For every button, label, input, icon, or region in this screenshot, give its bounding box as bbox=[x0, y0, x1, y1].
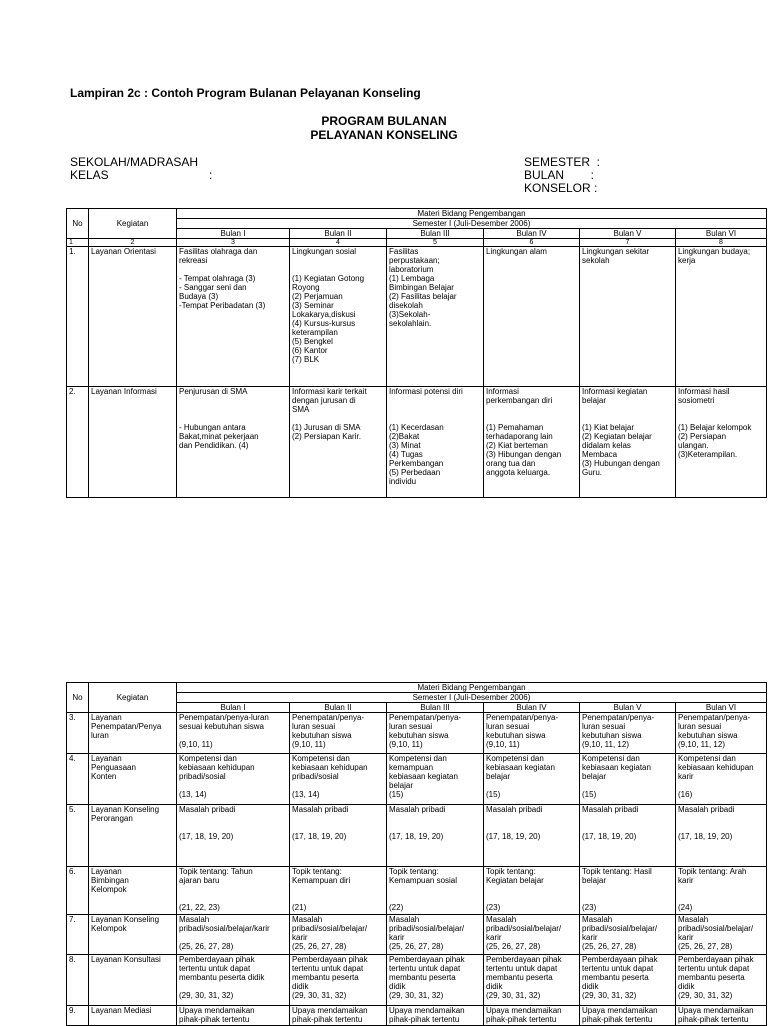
table-cell: Upaya mendamaikan pihak-pihak tertentu bbox=[676, 1006, 767, 1026]
row-kegiatan: Layanan Konsultasi bbox=[89, 955, 177, 1006]
field-semester-label: SEMESTER : bbox=[524, 155, 601, 169]
program-table-1 bbox=[66, 208, 767, 498]
table-cell: Informasi hasil sosiometri (1) Belajar kelompok (2) Persiapan ulangan. (3)Keterampilan. bbox=[676, 387, 767, 498]
field-bulan-label: BULAN : bbox=[524, 168, 595, 182]
row-number: 4. bbox=[67, 754, 89, 805]
column-header-month: Bulan II bbox=[290, 229, 387, 239]
table-row bbox=[67, 955, 767, 1006]
document-caption: Lampiran 2c : Contoh Program Bulanan Pelayanan Konseling bbox=[70, 86, 421, 100]
row-number: 8. bbox=[67, 955, 89, 1006]
table-row bbox=[67, 754, 767, 805]
table-row bbox=[67, 247, 767, 387]
table-cell: Kompetensi dan kebiasaan kehidupan pribadi/sosial (13, 14) bbox=[290, 754, 387, 805]
table-cell: Masalah pribadi/sosial/belajar/karir (25, 26, 27, 28) bbox=[177, 915, 290, 955]
program-subtitle: PELAYANAN KONSELING bbox=[310, 128, 458, 142]
column-number: 1 bbox=[67, 239, 89, 247]
table-cell: Pemberdayaan pihak tertentu untuk dapat membantu peserta didik (29, 30, 31, 32) bbox=[387, 955, 484, 1006]
table-cell: Masalah pribadi/sosial/belajar/ karir (25, 26, 27, 28) bbox=[387, 915, 484, 955]
table-cell: Pemberdayaan pihak tertentu untuk dapat membantu peserta didik (29, 30, 31, 32) bbox=[676, 955, 767, 1006]
row-number: 5. bbox=[67, 805, 89, 867]
table-cell: Topik tentang: Arah karir (24) bbox=[676, 867, 767, 915]
table-cell: Topik tentang: Kemampuan sosial (22) bbox=[387, 867, 484, 915]
column-number: 3 bbox=[177, 239, 290, 247]
column-header-semester: Semester I (Juli-Desember 2006) bbox=[177, 693, 767, 703]
column-header-materi: Materi Bidang Pengembangan bbox=[177, 683, 767, 693]
table-cell: Fasilitas perpustakaan; laboratorium (1) Lembaga Bimbingan Belajar (2) Fasilitas belajar disekolah (3)Sekolah- sekolahlain. bbox=[387, 247, 484, 387]
table-cell: Penempatan/penya- luran sesuai kebutuhan siswa (9,10, 11) bbox=[387, 713, 484, 754]
column-header-month: Bulan VI bbox=[676, 703, 767, 713]
table-cell: Upaya mendamaikan pihak-pihak tertentu bbox=[290, 1006, 387, 1026]
table-cell: Lingkungan alam bbox=[484, 247, 580, 387]
program-table-2 bbox=[66, 682, 767, 1026]
column-number: 4 bbox=[290, 239, 387, 247]
column-number: 7 bbox=[580, 239, 676, 247]
table-cell: Informasi kegiatan belajar (1) Kiat belajar (2) Kegiatan belajar didalam kelas Membaca (3) Hubungan dengan Guru. bbox=[580, 387, 676, 498]
row-kegiatan: Layanan Orientasi bbox=[89, 247, 177, 387]
column-header-month: Bulan V bbox=[580, 703, 676, 713]
column-header-materi: Materi Bidang Pengembangan bbox=[177, 209, 767, 219]
table-cell: Upaya mendamaikan pihak-pihak tertentu bbox=[484, 1006, 580, 1026]
table-cell: Topik tentang: Kemampuan diri (21) bbox=[290, 867, 387, 915]
table-cell: Pemberdayaan pihak tertentu untuk dapat membantu peserta didik (29, 30, 31, 32) bbox=[177, 955, 290, 1006]
row-number: 7. bbox=[67, 915, 89, 955]
table-cell: Upaya mendamaikan pihak-pihak tertentu bbox=[177, 1006, 290, 1026]
column-header-no: No bbox=[67, 683, 89, 713]
row-kegiatan: Layanan Konseling Kelompok bbox=[89, 915, 177, 955]
table-cell: Masalah pribadi (17, 18, 19, 20) bbox=[676, 805, 767, 867]
column-header-kegiatan: Kegiatan bbox=[89, 209, 177, 239]
table-cell: Kompetensi dan kemampuan kebiasaan kegiatan belajar (15) bbox=[387, 754, 484, 805]
table-cell: Masalah pribadi (17, 18, 19, 20) bbox=[290, 805, 387, 867]
field-konselor-label: KONSELOR : bbox=[524, 181, 598, 195]
column-header-month: Bulan III bbox=[387, 229, 484, 239]
table-cell: Masalah pribadi (17, 18, 19, 20) bbox=[387, 805, 484, 867]
row-kegiatan: Layanan Penempatan/Penya luran bbox=[89, 713, 177, 754]
table-cell: Penempatan/penya- luran sesuai kebutuhan siswa (9,10, 11, 12) bbox=[580, 713, 676, 754]
table-cell: Topik tentang: Tahun ajaran baru (21, 22, 23) bbox=[177, 867, 290, 915]
column-header-month: Bulan IV bbox=[484, 229, 580, 239]
column-header-month: Bulan I bbox=[177, 229, 290, 239]
table-cell: Pemberdayaan pihak tertentu untuk dapat membantu peserta didik (29, 30, 31, 32) bbox=[580, 955, 676, 1006]
row-number: 3. bbox=[67, 713, 89, 754]
table-cell: Lingkungan sekitar sekolah bbox=[580, 247, 676, 387]
table-cell: Penempatan/penya- luran sesuai kebutuhan siswa (9,10, 11) bbox=[290, 713, 387, 754]
row-kegiatan: Layanan Penguasaan Konten bbox=[89, 754, 177, 805]
row-number: 6. bbox=[67, 867, 89, 915]
table-row bbox=[67, 915, 767, 955]
row-number: 2. bbox=[67, 387, 89, 498]
column-number: 8 bbox=[676, 239, 767, 247]
row-kegiatan: Layanan Konseling Perorangan bbox=[89, 805, 177, 867]
table-cell: Lingkungan sosial (1) Kegiatan Gotong Royong (2) Perjamuan (3) Seminar Lokakarya,diskusi (4) Kursus-kursus keterampilan (5) Bengkel (6) Kantor (7) BLK bbox=[290, 247, 387, 387]
table-cell: Upaya mendamaikan pihak-pihak tertentu bbox=[580, 1006, 676, 1026]
column-header-month: Bulan IV bbox=[484, 703, 580, 713]
column-header-month: Bulan I bbox=[177, 703, 290, 713]
table-cell: Masalah pribadi/sosial/belajar/ karir (25, 26, 27, 28) bbox=[676, 915, 767, 955]
column-header-semester: Semester I (Juli-Desember 2006) bbox=[177, 219, 767, 229]
table-cell: Penjurusan di SMA - Hubungan antara Bakat,minat pekerjaan dan Pendidikan. (4) bbox=[177, 387, 290, 498]
table-cell: Pemberdayaan pihak tertentu untuk dapat membantu peserta didik (29, 30, 31, 32) bbox=[484, 955, 580, 1006]
column-header-no: No bbox=[67, 209, 89, 239]
table-cell: Penempatan/penya- luran sesuai kebutuhan siswa (9,10, 11) bbox=[484, 713, 580, 754]
table-cell: Masalah pribadi/sosial/belajar/ karir (25, 26, 27, 28) bbox=[580, 915, 676, 955]
program-title: PROGRAM BULANAN bbox=[321, 114, 447, 128]
column-number: 6 bbox=[484, 239, 580, 247]
table-cell: Informasi karir terkait dengan jurusan di SMA (1) Jurusan di SMA (2) Persiapan Karir. bbox=[290, 387, 387, 498]
table-row bbox=[67, 713, 767, 754]
table-row bbox=[67, 867, 767, 915]
row-kegiatan: Layanan Informasi bbox=[89, 387, 177, 498]
table-cell: Penempatan/penya- luran sesuai kebutuhan siswa (9,10, 11, 12) bbox=[676, 713, 767, 754]
row-kegiatan: Layanan Bimbingan Kelompok bbox=[89, 867, 177, 915]
field-kelas-label: KELAS bbox=[70, 168, 109, 182]
column-header-month: Bulan II bbox=[290, 703, 387, 713]
table-cell: Lingkungan budaya; kerja bbox=[676, 247, 767, 387]
column-header-month: Bulan V bbox=[580, 229, 676, 239]
column-number: 5 bbox=[387, 239, 484, 247]
table-cell: Masalah pribadi/sosial/belajar/ karir (25, 26, 27, 28) bbox=[290, 915, 387, 955]
table-cell: Kompetensi dan kebiasaan kegiatan belajar (15) bbox=[484, 754, 580, 805]
field-kelas-colon: : bbox=[209, 168, 213, 182]
table-cell: Informasi potensi diri (1) Kecerdasan (2)Bakat (3) Minat (4) Tugas Perkembangan (5) Perbedaan individu bbox=[387, 387, 484, 498]
table-cell: Fasilitas olahraga dan rekreasi - Tempat olahraga (3) - Sanggar seni dan Budaya (3) -Tempat Peribadatan (3) bbox=[177, 247, 290, 387]
column-header-month: Bulan VI bbox=[676, 229, 767, 239]
row-kegiatan: Layanan Mediasi bbox=[89, 1006, 177, 1026]
table-cell: Upaya mendamaikan pihak-pihak tertentu bbox=[387, 1006, 484, 1026]
table-cell: Masalah pribadi (17, 18, 19, 20) bbox=[580, 805, 676, 867]
column-header-month: Bulan III bbox=[387, 703, 484, 713]
row-number: 9. bbox=[67, 1006, 89, 1026]
table-cell: Penempatan/penya-luran sesuai kebutuhan siswa (9,10, 11) bbox=[177, 713, 290, 754]
table-row bbox=[67, 1006, 767, 1026]
table-cell: Kompetensi dan kebiasaan kehidupan pribadi/sosial (13, 14) bbox=[177, 754, 290, 805]
table-cell: Pemberdayaan pihak tertentu untuk dapat membantu peserta didik (29, 30, 31, 32) bbox=[290, 955, 387, 1006]
table-cell: Topik tentang: Hasil belajar (23) bbox=[580, 867, 676, 915]
table-cell: Topik tentang: Kegiatan belajar (23) bbox=[484, 867, 580, 915]
column-number: 2 bbox=[89, 239, 177, 247]
table-cell: Kompetensi dan kebiasaan kehidupan karir (16) bbox=[676, 754, 767, 805]
field-sekolah-label: SEKOLAH/MADRASAH bbox=[70, 155, 199, 169]
table-cell: Masalah pribadi (17, 18, 19, 20) bbox=[484, 805, 580, 867]
table-cell: Masalah pribadi (17, 18, 19, 20) bbox=[177, 805, 290, 867]
table-row bbox=[67, 387, 767, 498]
table-cell: Informasi perkembangan diri (1) Pemahaman terhadaporang lain (2) Kiat berteman (3) Hibungan dengan orang tua dan anggota keluarga. bbox=[484, 387, 580, 498]
column-header-kegiatan: Kegiatan bbox=[89, 683, 177, 713]
row-number: 1. bbox=[67, 247, 89, 387]
table-row bbox=[67, 805, 767, 867]
table-cell: Kompetensi dan kebiasaan kegiatan belajar (15) bbox=[580, 754, 676, 805]
table-cell: Masalah pribadi/sosial/belajar/ karir (25, 26, 27, 28) bbox=[484, 915, 580, 955]
